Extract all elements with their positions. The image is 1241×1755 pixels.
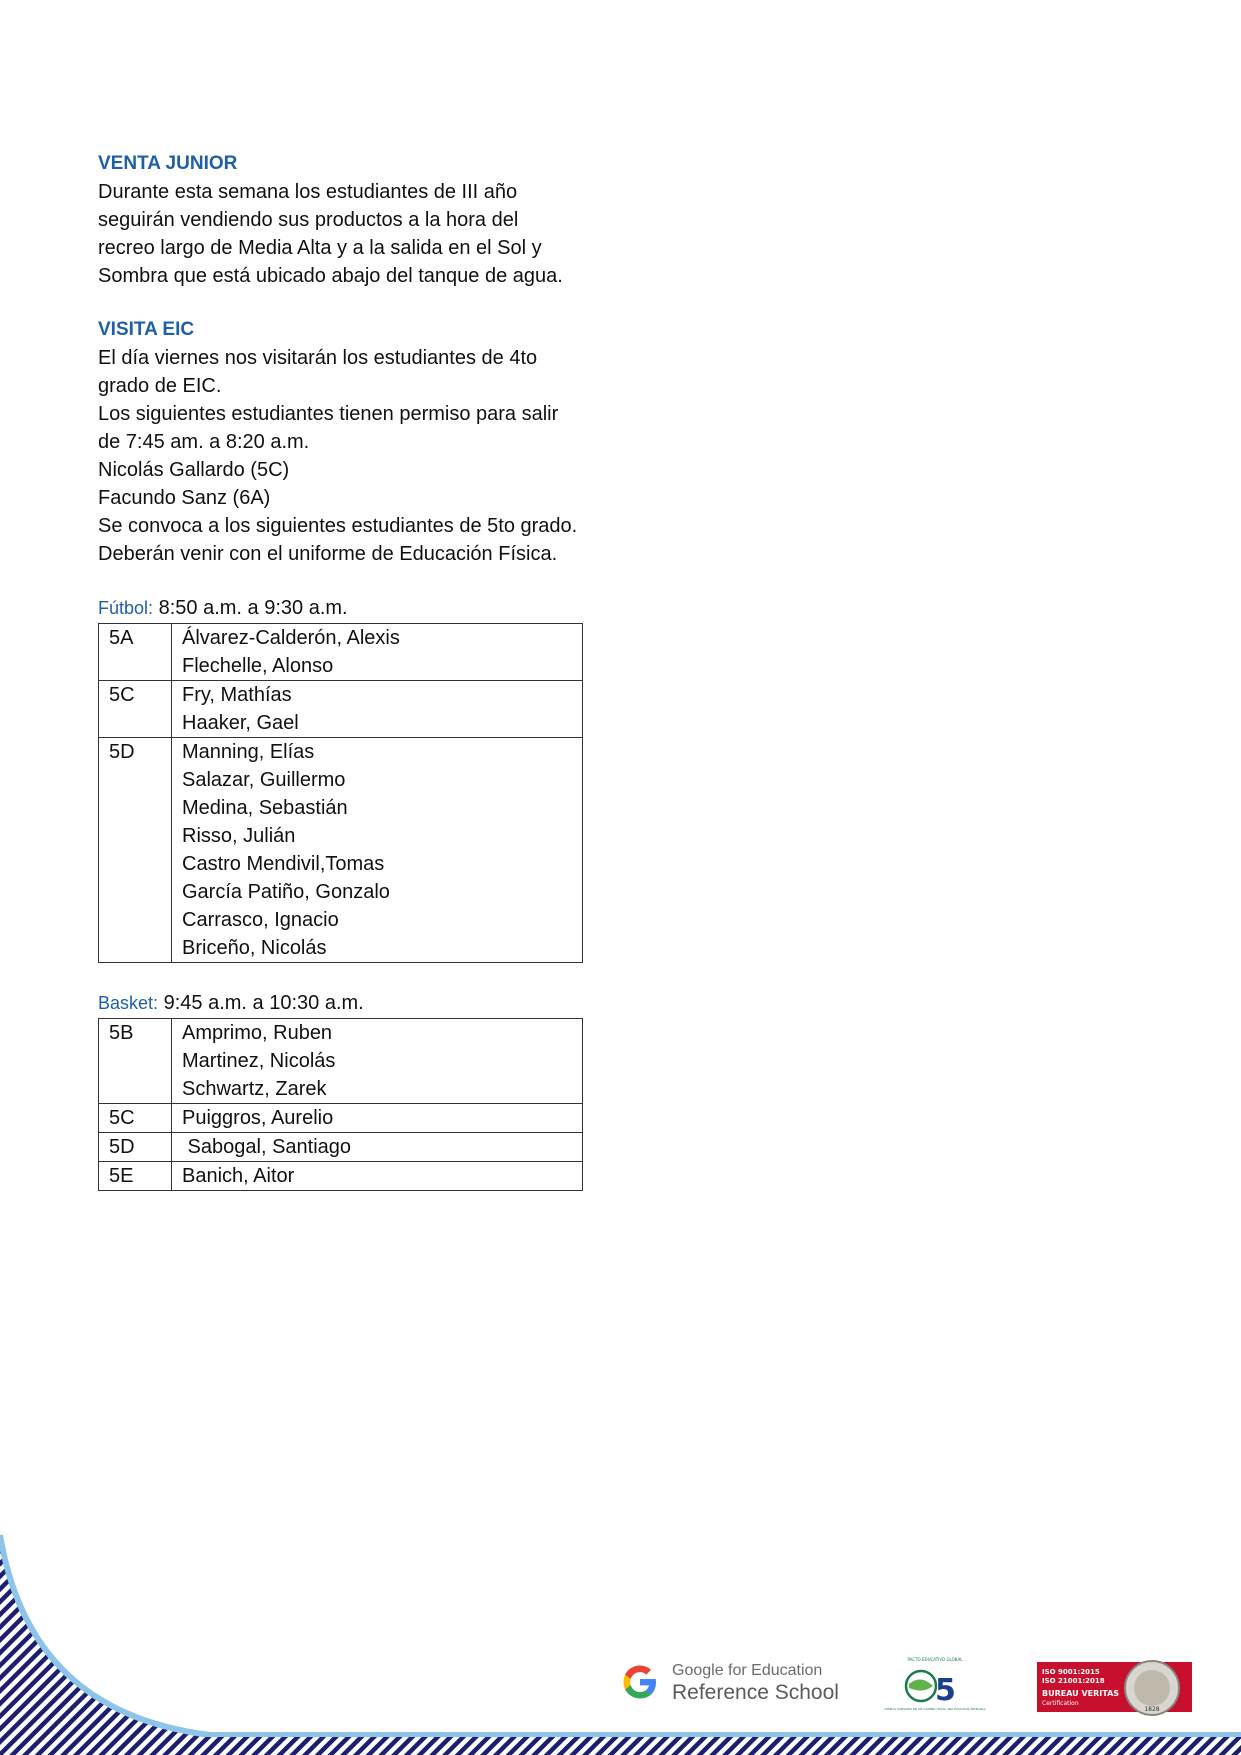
futbol-time: 8:50 a.m. a 9:30 a.m. <box>158 597 348 619</box>
table-row <box>99 681 583 738</box>
document-body <box>98 150 583 1191</box>
student-name: Briceño, Nicolás <box>182 937 327 959</box>
student-name: Schwartz, Zarek <box>182 1078 327 1100</box>
grade-cell: 5E <box>99 1162 172 1191</box>
student-name: Sabogal, Santiago <box>182 1136 352 1158</box>
table-row <box>99 1104 583 1133</box>
table-row <box>99 624 583 681</box>
names-cell <box>172 1133 583 1162</box>
grade-cell: 5D <box>99 738 172 963</box>
grade-cell: 5C <box>99 1104 172 1133</box>
names-cell <box>172 1104 583 1133</box>
visita-eic-heading: VISITA EIC <box>98 319 195 340</box>
futbol-schedule-heading <box>98 594 583 622</box>
venta-junior-paragraph <box>98 178 583 290</box>
text-line: de 7:45 am. a 8:20 a.m. <box>98 431 310 453</box>
text-line: grado de EIC. <box>98 375 222 397</box>
student-name: Amprimo, Ruben <box>182 1022 333 1044</box>
basket-roster-table <box>98 1018 583 1191</box>
text-line: Nicolás Gallardo (5C) <box>98 459 290 481</box>
google-reference-school-logo <box>620 1660 839 1704</box>
text-line: seguirán vendiendo sus productos a la hora del <box>98 209 519 231</box>
text-line: Sombra que está ubicado abajo del tanque de agua. <box>98 265 563 287</box>
student-name: Flechelle, Alonso <box>182 655 334 677</box>
leaf-icon <box>909 1679 933 1690</box>
footer-wave-decoration <box>0 1535 1241 1755</box>
futbol-roster-table <box>98 623 583 963</box>
iso-21001-text: ISO 21001:2018 <box>1042 1677 1105 1685</box>
student-name: García Patiño, Gonzalo <box>182 881 390 903</box>
google-line1: Google for Education <box>672 1662 823 1679</box>
table-row <box>99 738 583 963</box>
bureau-veritas-logo <box>1037 1660 1193 1716</box>
basket-time: 9:45 a.m. a 10:30 a.m. <box>163 992 364 1014</box>
table-row <box>99 1133 583 1162</box>
names-cell <box>172 1019 583 1104</box>
basket-label: Basket: <box>98 993 159 1013</box>
student-name: Fry, Mathías <box>182 684 292 706</box>
text-line: Los siguientes estudiantes tienen permiso para salir <box>98 403 559 425</box>
google-g-icon <box>620 1662 660 1702</box>
student-name: Manning, Elías <box>182 741 315 763</box>
visita-eic-paragraph <box>98 344 583 568</box>
student-name: Castro Mendivil,Tomas <box>182 853 385 875</box>
basket-schedule-heading <box>98 989 583 1017</box>
grade-cell: 5D <box>99 1133 172 1162</box>
student-name: Haaker, Gael <box>182 712 299 734</box>
eco-bottom-text: FAMILIA SANSANO EN UN CAMINO HACIA UNA ECOLOGÍA INTEGRAL <box>884 1707 986 1711</box>
venta-junior-heading: VENTA JUNIOR <box>98 153 238 174</box>
iso-9001-text: ISO 9001:2015 <box>1042 1668 1100 1676</box>
pacto-educativo-logo <box>884 1656 986 1718</box>
names-cell <box>172 624 583 681</box>
names-cell <box>172 738 583 963</box>
bv-name-text: BUREAU VERITAS <box>1042 1689 1120 1698</box>
student-name: Álvarez-Calderón, Alexis <box>182 627 400 649</box>
names-cell <box>172 681 583 738</box>
google-line2: Reference School <box>672 1681 839 1704</box>
student-name: Medina, Sebastián <box>182 797 348 819</box>
text-line: Deberán venir con el uniforme de Educación Física. <box>98 543 558 565</box>
grade-cell: 5B <box>99 1019 172 1104</box>
student-name: Puiggros, Aurelio <box>182 1107 334 1129</box>
student-name: Martinez, Nicolás <box>182 1050 336 1072</box>
student-name: Salazar, Guillermo <box>182 769 346 791</box>
text-line: Se convoca a los siguientes estudiantes de 5to grado. <box>98 515 578 537</box>
table-row <box>99 1162 583 1191</box>
grade-cell: 5C <box>99 681 172 738</box>
table-row <box>99 1019 583 1104</box>
student-name: Carrasco, Ignacio <box>182 909 339 931</box>
text-line: El día viernes nos visitarán los estudiantes de 4to <box>98 347 538 369</box>
student-name: Banich, Aitor <box>182 1165 295 1187</box>
bv-year-text: 1828 <box>1144 1706 1160 1713</box>
eco-top-text: PACTO EDUCATIVO GLOBAL <box>907 1657 963 1662</box>
text-line: Facundo Sanz (6A) <box>98 487 271 509</box>
student-name: Risso, Julián <box>182 825 296 847</box>
svg-text:5: 5 <box>935 1673 956 1708</box>
names-cell <box>172 1162 583 1191</box>
bv-cert-text: Certification <box>1042 1700 1079 1707</box>
futbol-label: Fútbol: <box>98 598 154 618</box>
text-line: Durante esta semana los estudiantes de III año <box>98 181 518 203</box>
text-line: recreo largo de Media Alta y a la salida en el Sol y <box>98 237 542 259</box>
grade-cell: 5A <box>99 624 172 681</box>
